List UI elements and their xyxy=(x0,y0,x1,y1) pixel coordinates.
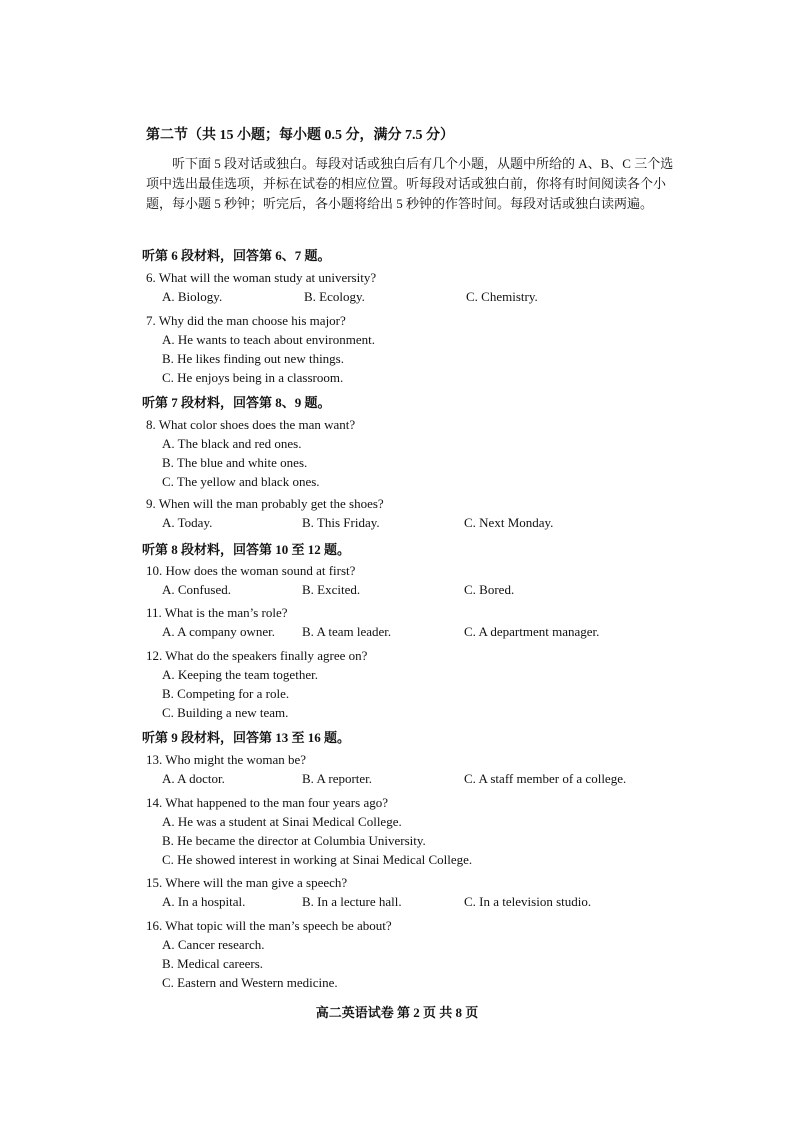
option-a: A. Keeping the team together. xyxy=(162,667,318,682)
option-b: B. A reporter. xyxy=(302,771,373,786)
option-c: C. Eastern and Western medicine. xyxy=(162,975,338,990)
options-row xyxy=(146,769,627,789)
options-row xyxy=(146,287,538,307)
option-c: C. He showed interest in working at Sinai Medical College. xyxy=(162,852,473,867)
question-stem: 7. Why did the man choose his major? xyxy=(146,313,346,328)
group-title: 听第 8 段材料，回答第 10 至 12 题。 xyxy=(142,542,351,557)
option-a: A. A doctor. xyxy=(162,771,225,786)
section-instructions: 听下面 5 段对话或独白。每段对话或独白后有几个小题，从题中所给的 A、B、C 三个选项中选出最佳选项，并标在试卷的相应位置。听每段对话或独白前，你将有时间阅读各个小题，每小题 5 秒钟；听完后，各小题将给出 5 秒钟的作答时间。每段对话或独白读两遍。 xyxy=(146,156,674,211)
option-c: C. A staff member of a college. xyxy=(464,771,627,786)
option-c: C. The yellow and black ones. xyxy=(162,474,320,489)
question-stem: 14. What happened to the man four years ago? xyxy=(146,795,388,810)
option-a: A. Cancer research. xyxy=(162,937,265,952)
option-c: C. Chemistry. xyxy=(466,289,538,304)
option-b: B. Competing for a role. xyxy=(162,686,290,701)
question-6 xyxy=(146,268,538,307)
option-b: B. Excited. xyxy=(302,582,361,597)
question-11 xyxy=(146,603,600,642)
option-a: A. He was a student at Sinai Medical College. xyxy=(162,814,402,829)
option-a: A. In a hospital. xyxy=(162,894,246,909)
options-row xyxy=(146,622,600,642)
option-a: A. He wants to teach about environment. xyxy=(162,332,375,347)
option-c: C. Building a new team. xyxy=(162,705,289,720)
question-stem: 8. What color shoes does the man want? xyxy=(146,417,356,432)
option-b: B. Ecology. xyxy=(304,289,365,304)
option-b: B. He likes finding out new things. xyxy=(162,351,344,366)
option-a: A. The black and red ones. xyxy=(162,436,302,451)
question-9 xyxy=(146,494,554,533)
option-c: C. Next Monday. xyxy=(464,515,554,530)
group-title: 听第 7 段材料，回答第 8、9 题。 xyxy=(142,395,331,410)
question-stem: 11. What is the man’s role? xyxy=(146,605,288,620)
question-stem: 13. Who might the woman be? xyxy=(146,752,307,767)
options-row xyxy=(146,892,592,912)
option-c: C. A department manager. xyxy=(464,624,600,639)
options-row xyxy=(146,513,554,533)
option-c: C. In a television studio. xyxy=(464,894,592,909)
question-7 xyxy=(146,311,375,387)
question-stem: 6. What will the woman study at university? xyxy=(146,270,377,285)
group-title: 听第 9 段材料，回答第 13 至 16 题。 xyxy=(142,730,351,745)
page-footer: 高二英语试卷 第 2 页 共 8 页 xyxy=(315,1005,479,1020)
option-b: B. The blue and white ones. xyxy=(162,455,308,470)
option-b: B. He became the director at Columbia University. xyxy=(162,833,426,848)
option-b: B. This Friday. xyxy=(302,515,380,530)
option-a: A. A company owner. xyxy=(162,624,276,639)
option-c: C. Bored. xyxy=(464,582,515,597)
option-b: B. In a lecture hall. xyxy=(302,894,402,909)
question-stem: 12. What do the speakers finally agree on? xyxy=(146,648,368,663)
question-14 xyxy=(146,793,472,869)
group-title: 听第 6 段材料，回答第 6、7 题。 xyxy=(142,248,331,263)
question-stem: 15. Where will the man give a speech? xyxy=(146,875,348,890)
option-b: B. Medical careers. xyxy=(162,956,264,971)
option-b: B. A team leader. xyxy=(302,624,392,639)
question-stem: 16. What topic will the man’s speech be about? xyxy=(146,918,392,933)
option-a: A. Confused. xyxy=(162,582,231,597)
question-10 xyxy=(146,561,515,600)
option-c: C. He enjoys being in a classroom. xyxy=(162,370,344,385)
option-a: A. Biology. xyxy=(162,289,223,304)
question-13 xyxy=(146,750,627,789)
question-15 xyxy=(146,873,592,912)
question-8 xyxy=(146,415,355,491)
question-12 xyxy=(146,646,367,722)
question-stem: 9. When will the man probably get the shoes? xyxy=(146,496,384,511)
question-16 xyxy=(146,916,392,992)
question-stem: 10. How does the woman sound at first? xyxy=(146,563,356,578)
options-row xyxy=(146,580,515,600)
option-a: A. Today. xyxy=(162,515,213,530)
section-title: 第二节（共 15 小题；每小题 0.5 分，满分 7.5 分） xyxy=(146,128,454,143)
